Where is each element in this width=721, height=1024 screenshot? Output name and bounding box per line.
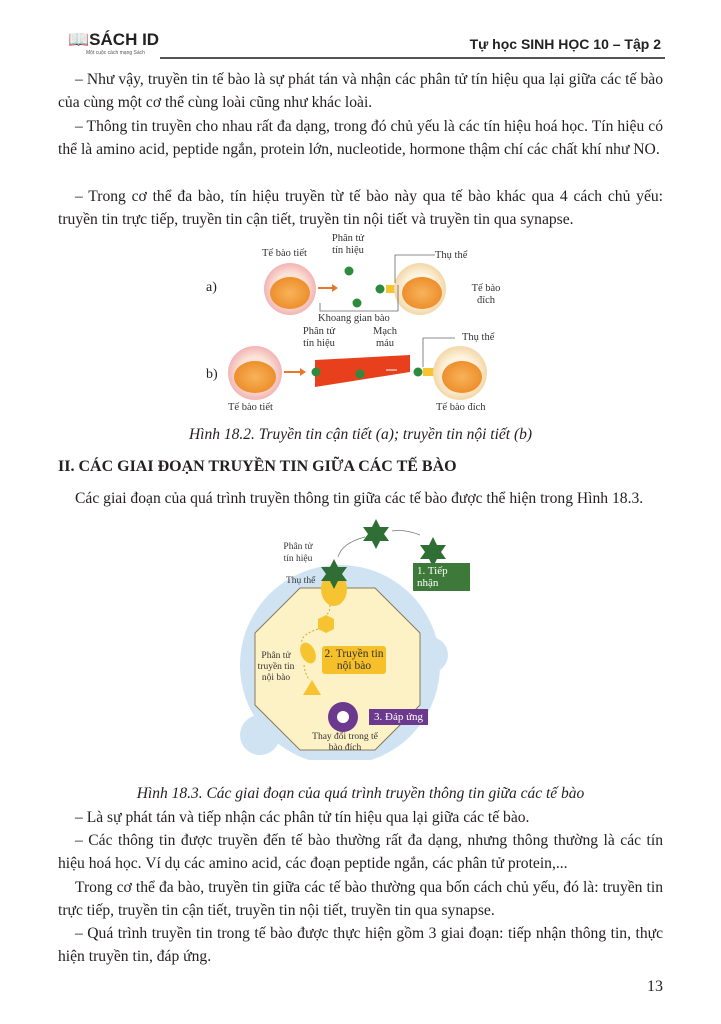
paragraph-7: – Quá trình truyền tin trong tế bào được thực hiện gồm 3 giai đoạn: tiếp nhận thông tin, thực hiện truyền tin, đáp ứng. [58, 925, 663, 966]
label-relay-molecule: Phân tử truyền tin nội bào [257, 651, 295, 683]
figure-18-3 [230, 515, 470, 760]
publisher-logo [68, 30, 159, 50]
label-signal-molecule-b: Phân tử tín hiệu [302, 326, 336, 349]
section-heading: II. CÁC GIAI ĐOẠN TRUYỀN TIN GIỮA CÁC TẾ BÀO [58, 458, 457, 475]
book-icon: 📖 [68, 30, 90, 49]
secreting-cell-a [264, 263, 316, 315]
label-interstitial-space: Khoang gian bào [318, 313, 390, 324]
label-response: Thay đổi trong tế bào đích [312, 732, 378, 753]
label-signal-molecule-a: Phân tử tín hiệu [331, 233, 365, 256]
header-rule [160, 57, 665, 59]
target-cell-b [433, 346, 487, 400]
stages-diagram [230, 515, 470, 760]
label-receptor-a: Thụ thể [435, 250, 468, 261]
paragraph-2: – Thông tin truyền cho nhau rất đa dạng, trong đó chủ yếu là các tín hiệu hoá học. Tín hiệu có thể là amino acid, peptide ngắn, protein lớn, nucleotide, hormone thậm chí các chất khí như NO. [58, 118, 663, 159]
label-receptor-b: Thụ thể [462, 332, 495, 343]
paragraph-6: Trong cơ thể đa bào, truyền tin giữa các tế bào thường qua bốn cách chủ yếu, đó là: truyền tin trực tiếp, truyền tin cận tiết, truyền tin nội tiết, truyền tin qua synapse. [58, 879, 663, 920]
figure-18-3-caption: Hình 18.3. Các giai đoạn của quá trình truyền thông tin giữa các tế bào [136, 785, 585, 802]
label-secreting-cell-b: Tế bào tiết [228, 402, 273, 413]
paragraph-5: – Các thông tin được truyền đến tế bào thường rất đa dạng, nhưng thông thường là các tín hiệu hoá học. Ví dụ các amino acid, các đoạn peptide ngắn, các phân tử protein,... [58, 832, 663, 873]
paragraph-1: – Như vậy, truyền tin tế bào là sự phát tán và nhận các phân tử tín hiệu qua lại giữa các tế bào của cùng một cơ thể cùng loài cũng như khác loài. [58, 71, 663, 112]
label-target-cell-a: Tế bào đích [471, 283, 501, 306]
step-1-badge: 1. Tiếp nhận [413, 563, 470, 591]
label-target-cell-b: Tế bào đích [436, 402, 486, 413]
step-2-badge: 2. Truyền tin nội bào [322, 646, 386, 674]
paragraph-3: – Trong cơ thể đa bào, tín hiệu truyền từ tế bào này qua tế bào khác qua 4 cách chủ yếu: truyền tin trực tiếp, truyền tin cận tiết, truyền tin nội tiết và truyền tin qua synapse. [58, 188, 663, 229]
label-signal-molecule: Phân tử tín hiệu [283, 542, 313, 564]
logo-text: SÁCH ID [89, 30, 160, 49]
target-cell-a [394, 263, 446, 315]
panel-label-a: a) [206, 280, 217, 295]
label-receptor: Thụ thể [286, 576, 316, 586]
logo-tagline: Một cuộc cách mạng Sách [86, 50, 145, 56]
panel-label-b: b) [206, 367, 218, 382]
paragraph-4: – Là sự phát tán và tiếp nhận các phân tử tín hiệu qua lại giữa các tế bào. [75, 809, 530, 826]
section-intro: Các giai đoạn của quá trình truyền thông tin giữa các tế bào được thể hiện trong Hình 18.3. [75, 490, 644, 507]
step-3-badge: 3. Đáp ứng [369, 709, 428, 725]
page-number: 13 [647, 978, 663, 995]
secreting-cell-b [228, 346, 282, 400]
figure-18-2 [190, 225, 510, 420]
book-title: Tự học SINH HỌC 10 – Tập 2 [469, 36, 661, 52]
label-blood-vessel: Mạch máu [373, 326, 397, 349]
label-secreting-cell-a: Tế bào tiết [262, 248, 307, 259]
figure-18-2-caption: Hình 18.2. Truyền tin cận tiết (a); truyền tin nội tiết (b) [188, 426, 533, 443]
signal-star-icon [363, 519, 389, 549]
